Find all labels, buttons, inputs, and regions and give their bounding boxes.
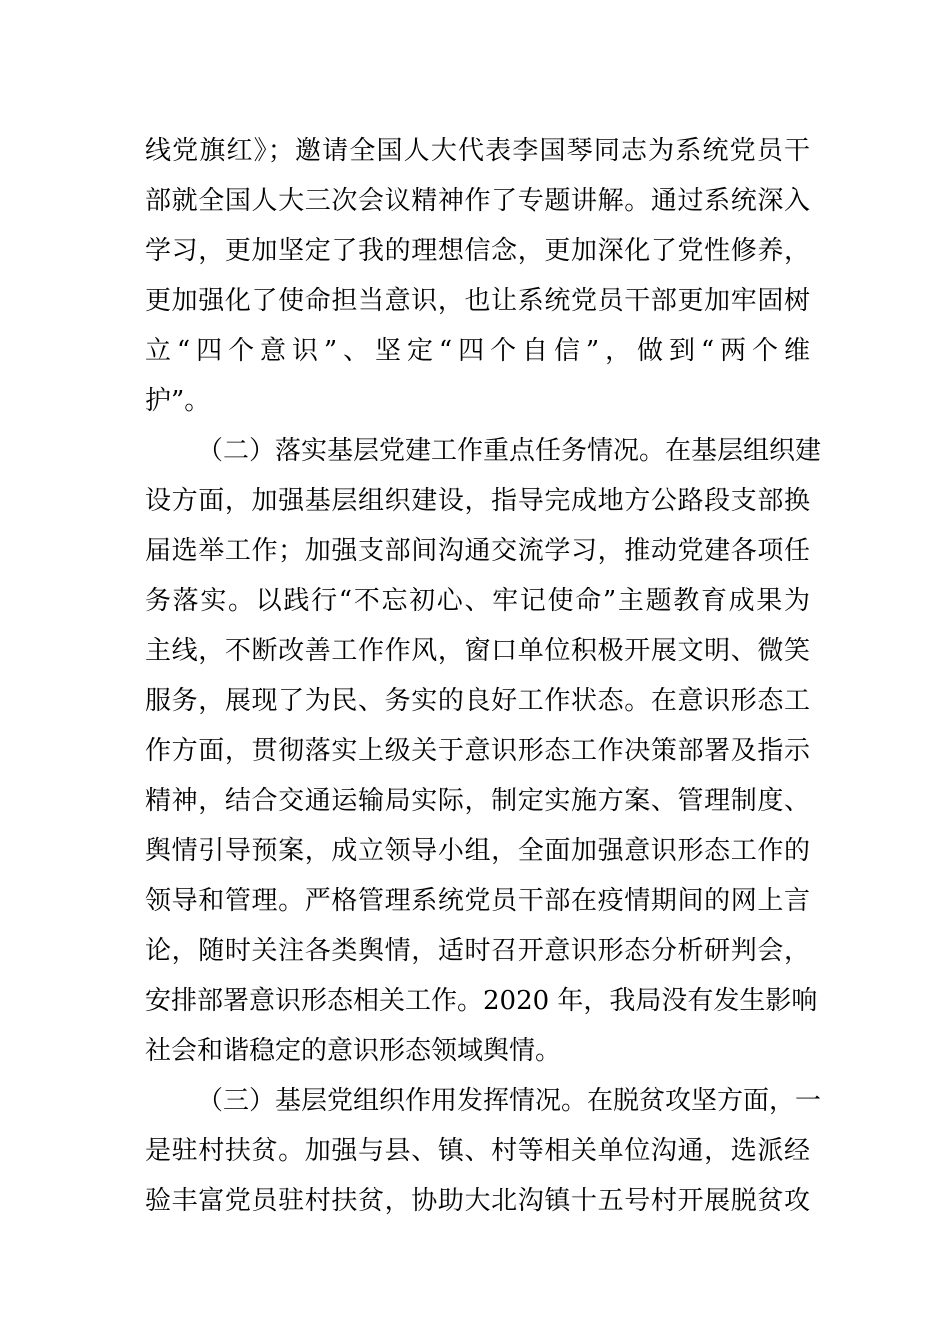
text-line: 服务，展现了为民、务实的良好工作状态。在意识形态工	[145, 686, 810, 716]
text-line: 设方面，加强基层组织建设，指导完成地方公路段支部换	[145, 486, 810, 516]
text-line: 届选举工作；加强支部间沟通交流学习，推动党建各项任	[145, 536, 810, 566]
section-heading-line: （二）落实基层党建工作重点任务情况。在基层组织建	[197, 436, 822, 466]
text-line: 主线，不断改善工作作风，窗口单位积极开展文明、微笑	[145, 636, 810, 666]
body-text	[145, 126, 822, 1226]
text-line: 部就全国人大三次会议精神作了专题讲解。通过系统深入	[145, 186, 810, 216]
text-line: 论，随时关注各类舆情，适时召开意识形态分析研判会，	[145, 936, 810, 966]
text-line: 领导和管理。严格管理系统党员干部在疫情期间的网上言	[145, 886, 810, 916]
text-line: 安排部署意识形态相关工作。2020 年，我局没有发生影响	[145, 986, 818, 1016]
text-line: 精神，结合交通运输局实际，制定实施方案、管理制度、	[145, 786, 810, 816]
text-line: 务落实。以践行“不忘初心、牢记使命”主题教育成果为	[145, 586, 810, 616]
text-line: 学习，更加坚定了我的理想信念，更加深化了党性修养，	[145, 236, 810, 266]
text-line: 更加强化了使命担当意识，也让系统党员干部更加牢固树	[145, 286, 810, 316]
text-line: 是驻村扶贫。加强与县、镇、村等相关单位沟通，选派经	[145, 1136, 810, 1166]
text-line: 线党旗红》；邀请全国人大代表李国琴同志为系统党员干	[145, 136, 810, 166]
text-line: 护”。	[145, 386, 211, 416]
text-line: 作方面，贯彻落实上级关于意识形态工作决策部署及指示	[145, 736, 810, 766]
text-line: 社会和谐稳定的意识形态领域舆情。	[145, 1036, 562, 1066]
text-line: 验丰富党员驻村扶贫，协助大北沟镇十五号村开展脱贫攻	[145, 1186, 810, 1216]
text-line: 立“四个意识”、坚定“四个自信”，做到“两个维	[145, 336, 810, 366]
text-line: 舆情引导预案，成立领导小组，全面加强意识形态工作的	[145, 836, 810, 866]
section-heading-line: （三）基层党组织作用发挥情况。在脱贫攻坚方面，一	[197, 1086, 822, 1116]
